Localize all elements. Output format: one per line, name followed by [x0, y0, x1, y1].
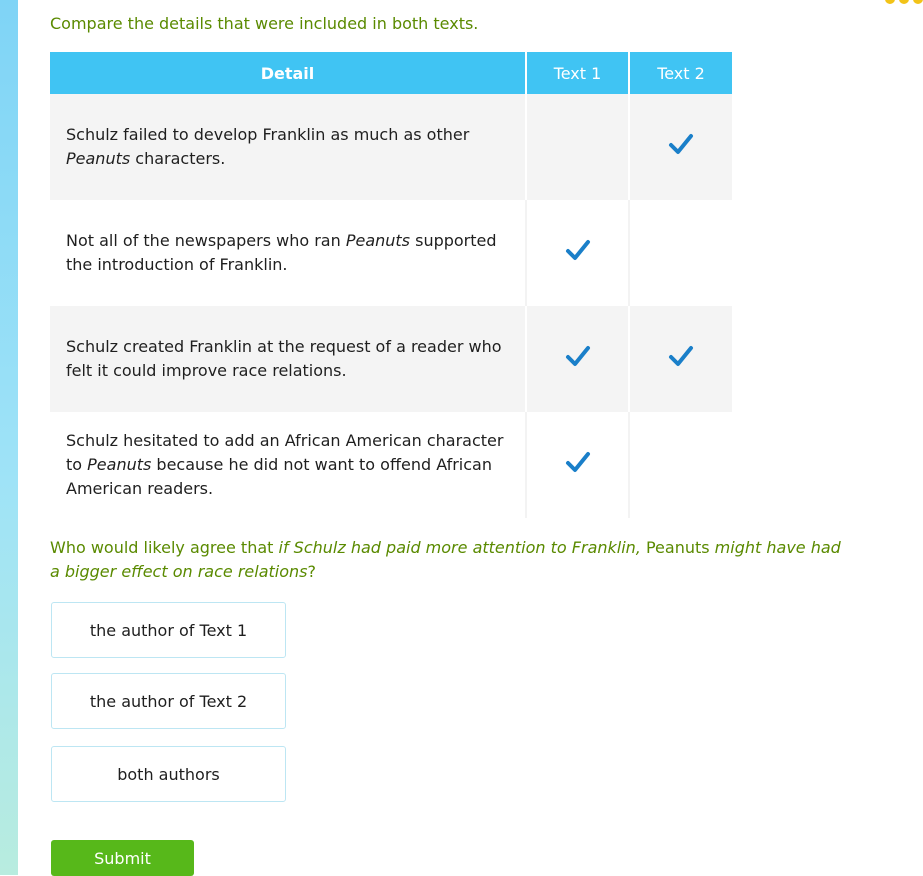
table-row [50, 94, 732, 200]
check-icon [668, 131, 694, 157]
question-prefix: Who would likely agree that [50, 538, 279, 557]
check-icon [668, 343, 694, 369]
question-italic: might have had a bigger effect on race relations [50, 538, 841, 581]
detail-text: Schulz hesitated to add an African American character to [66, 431, 504, 474]
option-both-authors[interactable]: both authors [51, 746, 286, 802]
header-text2: Text 2 [629, 52, 732, 94]
detail-text: characters. [130, 149, 226, 168]
dot-icon [913, 0, 923, 4]
submit-button[interactable]: Submit [51, 840, 194, 876]
detail-italic: Peanuts [87, 455, 152, 474]
table-row [50, 306, 732, 412]
detail-text: Schulz created Franklin at the request of a reader who felt it could improve race relations. [66, 337, 502, 380]
table-row [50, 412, 732, 518]
table-row [50, 200, 732, 306]
text2-cell[interactable] [629, 306, 732, 412]
question-plain: Peanuts [640, 538, 710, 557]
question-text [50, 536, 850, 584]
text2-cell[interactable] [629, 94, 732, 200]
text1-cell[interactable] [526, 200, 629, 306]
text1-cell[interactable] [526, 412, 629, 518]
instruction-text: Compare the details that were included in both texts. [50, 14, 479, 33]
detail-cell [50, 412, 526, 518]
header-detail: Detail [50, 52, 526, 94]
option-author-text1[interactable]: the author of Text 1 [51, 602, 286, 658]
progress-dots [873, 0, 923, 6]
detail-text: Not all of the newspapers who ran [66, 231, 346, 250]
detail-text: Schulz failed to develop Franklin as much as other [66, 125, 470, 144]
detail-text: because he did not want to offend African American readers. [66, 455, 492, 498]
side-strip [0, 0, 18, 875]
check-icon [565, 237, 591, 263]
detail-cell [50, 94, 526, 200]
detail-italic: Peanuts [345, 231, 411, 250]
header-text1: Text 1 [526, 52, 629, 94]
question-italic: if Schulz had paid more attention to Franklin, [278, 538, 641, 557]
comparison-table [50, 52, 732, 518]
check-icon [565, 449, 591, 475]
option-author-text2[interactable]: the author of Text 2 [51, 673, 286, 729]
dot-icon [899, 0, 909, 4]
detail-cell [50, 200, 526, 306]
text2-cell[interactable] [629, 200, 732, 306]
detail-italic: Peanuts [66, 149, 131, 168]
text2-cell[interactable] [629, 412, 732, 518]
detail-text: supported the introduction of Franklin. [66, 231, 497, 274]
text1-cell[interactable] [526, 94, 629, 200]
text1-cell[interactable] [526, 306, 629, 412]
detail-cell [50, 306, 526, 412]
table-header-row [50, 52, 732, 94]
question-suffix: ? [307, 562, 316, 581]
dot-icon [885, 0, 895, 4]
check-icon [565, 343, 591, 369]
